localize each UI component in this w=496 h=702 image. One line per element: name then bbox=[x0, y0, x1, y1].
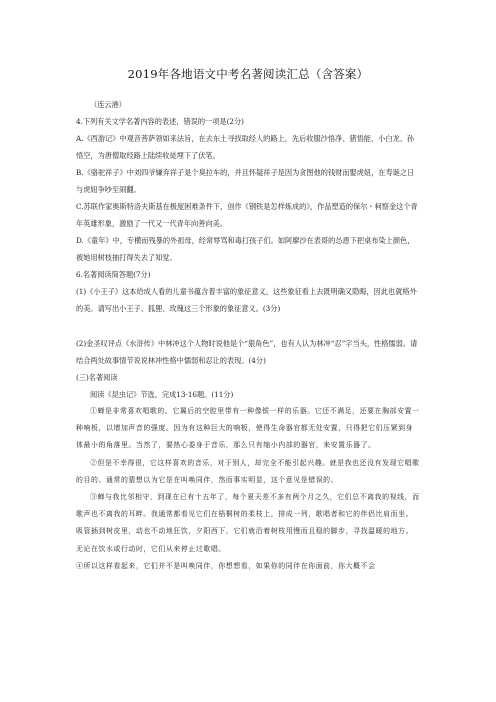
paragraph: 阅读《昆虫记》节选，完成13-16题。(11分) bbox=[90, 390, 234, 399]
paragraph: ①蝉是非常喜欢唱歌的。它翼后的空腔里带有一种像钹一样的乐器。它还不满足，还要在胸部安置一种响板，以增加声音的强度。因为有这种巨大的响板，使得生命器官都无处安置，只得把它们压紧到身体最小的角落里。当然了，要热心委身于音乐，那么只有缩小内部的器官，来安置乐器了。 bbox=[76, 407, 420, 450]
paragraph: 4.下列有关文学名著内容的表述，错误的一项是(2分) bbox=[76, 117, 244, 126]
paragraph: B.《骆驼祥子》中刘四爷嫌弃祥子是个臭拉车的，并且怀疑祥子是因为贪图他的钱财而娶虎妞，在寿诞之日与虎妞争吵至闹翻。 bbox=[76, 168, 415, 194]
paragraph: A.《西游记》中观音菩萨领如来法旨，在去东土寻找取经人的路上，先后收服沙悟净、猪悟能、小白龙、孙悟空，为唐僧取经路上陆续收徒埋下了伏笔。 bbox=[76, 134, 415, 160]
paragraph: (2)金圣叹评点《水浒传》中林冲这个人物时说他是个“狠角色”，也有人认为林冲“忍”字当头，性格懦弱。请结合两处故事情节说说林冲性格中懦弱和忍让的表现。(4分) bbox=[76, 339, 418, 365]
answer-gap bbox=[76, 317, 420, 335]
paragraph: (1)《小王子》这本给成人看的儿童书蕴含着丰富的象征意义，这些象征看上去既明确又隐晦，因此也就格外的美。请写出小王子、狐狸、玫瑰这三个形象的象征意义。(3分) bbox=[76, 287, 417, 313]
paragraph: D.《童年》中，专横而残暴的外祖母，经常辱骂和毒打孩子们。如阿廖沙在表哥的怂恿下把桌布染上颜色，被她用树枝抽打得失去了知觉。 bbox=[76, 236, 415, 262]
paragraph: C.苏联作家奥斯特洛夫斯基在极度困难条件下，创作《钢铁是怎样炼成的》，作品塑造的保尔・柯察金这个青年英雄形象，激励了一代又一代青年向善向美。 bbox=[76, 202, 418, 228]
paragraph: ③蝉与我比邻相守，到现在已有十五年了，每个夏天差不多有两个月之久，它们总不离我的视线，而歌声也不离我的耳畔。我通常都看见它们在梧桐树的柔枝上，排成一列，歌唱者和它的伴侣比肩而坐。吸管插到树皮里，动也不动地狂饮，夕阳西下，它们就沿着树枝用慢而且稳的脚步，寻找温暖的地方。无论在饮水或行动时，它们从来停止过歌唱。 bbox=[76, 493, 420, 553]
document-title: 2019年各地语文中考名著阅读汇总（含答案） bbox=[127, 67, 369, 81]
paragraph: ②但是不幸得很，它这样喜欢的音乐，对于别人，却完全不能引起兴趣。就是我也还没有发现它唱歌的目的。通常的猜想以为它是在叫唤同伴，然而事实明显，这个意见是错误的。 bbox=[76, 458, 420, 484]
paragraph: (三)名著阅读 bbox=[76, 373, 118, 382]
paragraph: （连云港） bbox=[90, 100, 126, 109]
paragraph: 6.名著阅读简答题(7分) bbox=[76, 270, 151, 279]
document-body bbox=[76, 96, 420, 575]
paragraph: ④所以这样看起来，它们并不是叫唤同伴，你想想看，如果你的同伴在你面前，你大概不会 bbox=[76, 561, 376, 570]
